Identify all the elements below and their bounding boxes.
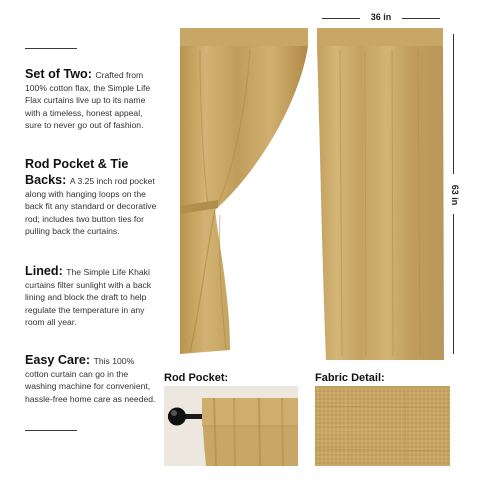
left-curtain-panel <box>180 28 308 354</box>
section-set-of-two <box>25 66 157 132</box>
section-heading: Set of Two: <box>25 67 96 81</box>
height-dimension <box>448 34 460 354</box>
section-easy-care <box>25 352 157 405</box>
right-curtain-panel <box>317 28 444 360</box>
section-heading: Lined: <box>25 264 67 278</box>
width-label: 36 in <box>370 12 392 22</box>
section-body: The Simple Life Khaki curtains filter sunlight with a back lining and block the draft to help regulate the temperature in any room all year. <box>25 267 152 328</box>
section-rod-pocket <box>25 156 157 238</box>
rod-pocket-caption: Rod Pocket: <box>164 372 229 384</box>
top-divider <box>25 48 77 49</box>
rod-finial <box>168 408 186 426</box>
rod-pocket-drawing <box>164 386 298 466</box>
section-body: A 3.25 inch rod pocket along with hanging loops on the back fit any standard or decorative rod; includes two button ties for pulling back the curtains. <box>25 176 157 237</box>
curtain-illustration <box>160 20 460 365</box>
bottom-divider <box>25 430 77 431</box>
fabric-detail-caption: Fabric Detail: <box>315 372 385 384</box>
rod-pocket-photo <box>164 386 298 466</box>
height-label: 63 in <box>450 184 460 206</box>
fabric-texture <box>315 386 450 466</box>
fabric-detail-photo <box>315 386 450 466</box>
width-dimension <box>322 12 440 24</box>
section-heading: Rod Pocket & Tie Backs: <box>25 157 129 187</box>
section-body: Crafted from 100% cotton flax, the Simple Life Flax curtains live up to its name with a timeless, honest appeal, sure to never go out of fashion. <box>25 70 151 131</box>
section-lined <box>25 263 157 329</box>
section-body: This 100% cotton curtain can go in the washing machine for convenient, hassle-free home care as needed. <box>25 356 156 404</box>
section-heading: Easy Care: <box>25 353 94 367</box>
curtain-drawing <box>160 20 460 365</box>
